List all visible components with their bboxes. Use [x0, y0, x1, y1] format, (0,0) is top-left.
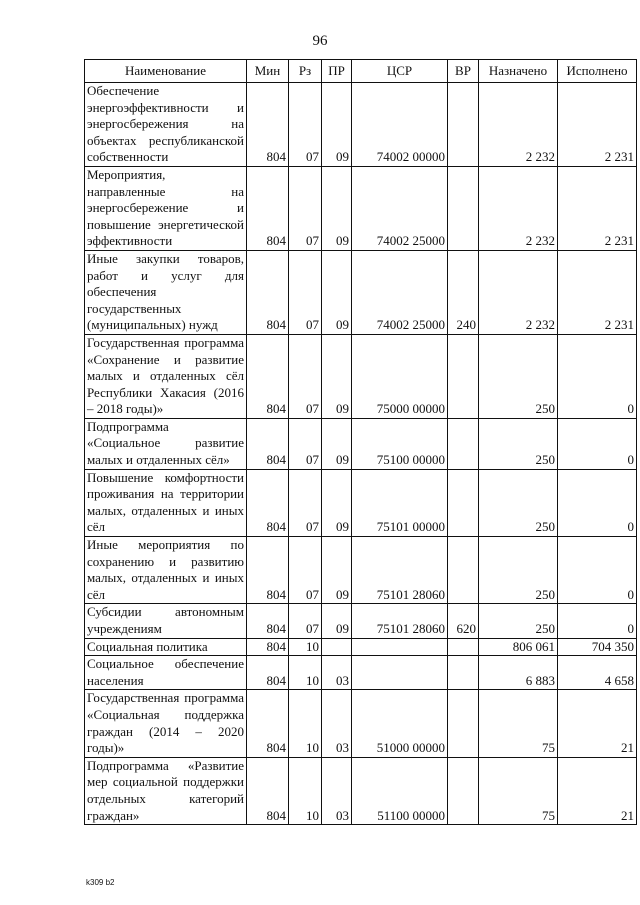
cell-name: Мероприятия, направленные на энергосбережение и повышение энергетической эффективности: [85, 166, 247, 250]
cell-pr: 09: [322, 469, 352, 536]
cell-pr: 09: [322, 537, 352, 604]
cell-assigned: 2 232: [479, 83, 558, 167]
cell-rz: 07: [289, 418, 322, 469]
cell-rz: 10: [289, 690, 322, 757]
cell-pr: 03: [322, 690, 352, 757]
table-row: [85, 690, 637, 757]
table-row: [85, 166, 637, 250]
cell-csr: 74002 00000: [352, 83, 448, 167]
cell-executed: 2 231: [558, 83, 637, 167]
header-assigned: Назначено: [479, 60, 558, 83]
table-row: [85, 83, 637, 167]
table-row: [85, 638, 637, 656]
cell-assigned: 250: [479, 604, 558, 638]
cell-min: 804: [247, 250, 289, 334]
cell-rz: 10: [289, 757, 322, 824]
cell-assigned: 250: [479, 537, 558, 604]
cell-name: Обеспечение энергоэффективности и энергосбережения на объектах республиканской собственности: [85, 83, 247, 167]
cell-executed: 0: [558, 469, 637, 536]
cell-vr: [448, 757, 479, 824]
cell-assigned: 75: [479, 690, 558, 757]
cell-executed: 2 231: [558, 166, 637, 250]
cell-pr: 03: [322, 656, 352, 690]
cell-vr: [448, 638, 479, 656]
cell-name: Государственная программа «Социальная поддержка граждан (2014 – 2020 годы)»: [85, 690, 247, 757]
cell-vr: [448, 334, 479, 418]
cell-executed: 21: [558, 690, 637, 757]
cell-assigned: 2 232: [479, 250, 558, 334]
cell-vr: 240: [448, 250, 479, 334]
table-row: [85, 418, 637, 469]
cell-rz: 07: [289, 537, 322, 604]
cell-min: 804: [247, 334, 289, 418]
cell-assigned: 806 061: [479, 638, 558, 656]
cell-name: Повышение комфортности проживания на территории малых, отдаленных и иных сёл: [85, 469, 247, 536]
header-vr: ВР: [448, 60, 479, 83]
cell-min: 804: [247, 83, 289, 167]
cell-rz: 10: [289, 656, 322, 690]
cell-name: Иные мероприятия по сохранению и развитию малых, отдаленных и иных сёл: [85, 537, 247, 604]
cell-pr: 09: [322, 250, 352, 334]
cell-name: Государственная программа «Сохранение и развитие малых и отдаленных сёл Республики Хакасия (2016 – 2018 годы)»: [85, 334, 247, 418]
cell-rz: 07: [289, 604, 322, 638]
cell-pr: [322, 638, 352, 656]
cell-vr: [448, 418, 479, 469]
budget-table: [84, 59, 637, 825]
cell-csr: 51100 00000: [352, 757, 448, 824]
cell-vr: [448, 690, 479, 757]
cell-assigned: 2 232: [479, 166, 558, 250]
cell-assigned: 250: [479, 469, 558, 536]
cell-min: 804: [247, 537, 289, 604]
header-executed: Исполнено: [558, 60, 637, 83]
table-row: [85, 469, 637, 536]
cell-csr: 74002 25000: [352, 166, 448, 250]
cell-csr: 51000 00000: [352, 690, 448, 757]
cell-name: Субсидии автономным учреждениям: [85, 604, 247, 638]
cell-min: 804: [247, 418, 289, 469]
cell-min: 804: [247, 166, 289, 250]
table-row: [85, 334, 637, 418]
cell-assigned: 250: [479, 418, 558, 469]
table-header-row: [85, 60, 637, 83]
cell-csr: 75101 28060: [352, 537, 448, 604]
cell-name: Подпрограмма «Развитие мер социальной поддержки отдельных категорий граждан»: [85, 757, 247, 824]
cell-rz: 07: [289, 83, 322, 167]
cell-pr: 09: [322, 604, 352, 638]
cell-pr: 09: [322, 334, 352, 418]
cell-vr: [448, 469, 479, 536]
cell-csr: [352, 656, 448, 690]
cell-rz: 07: [289, 334, 322, 418]
table-row: [85, 604, 637, 638]
cell-executed: 0: [558, 537, 637, 604]
cell-rz: 10: [289, 638, 322, 656]
cell-executed: 0: [558, 604, 637, 638]
table-row: [85, 656, 637, 690]
cell-executed: 2 231: [558, 250, 637, 334]
table-row: [85, 537, 637, 604]
cell-csr: 75101 00000: [352, 469, 448, 536]
cell-assigned: 75: [479, 757, 558, 824]
cell-min: 804: [247, 469, 289, 536]
cell-executed: 0: [558, 418, 637, 469]
cell-csr: 74002 25000: [352, 250, 448, 334]
header-rz: Рз: [289, 60, 322, 83]
cell-executed: 704 350: [558, 638, 637, 656]
cell-vr: [448, 656, 479, 690]
header-pr: ПР: [322, 60, 352, 83]
cell-csr: [352, 638, 448, 656]
cell-min: 804: [247, 757, 289, 824]
cell-pr: 09: [322, 418, 352, 469]
cell-csr: 75100 00000: [352, 418, 448, 469]
cell-csr: 75000 00000: [352, 334, 448, 418]
cell-rz: 07: [289, 250, 322, 334]
cell-name: Социальная политика: [85, 638, 247, 656]
cell-rz: 07: [289, 166, 322, 250]
cell-vr: [448, 83, 479, 167]
table-row: [85, 250, 637, 334]
cell-pr: 09: [322, 166, 352, 250]
cell-name: Иные закупки товаров, работ и услуг для обеспечения государственных (муниципальных) нужд: [85, 250, 247, 334]
cell-min: 804: [247, 604, 289, 638]
cell-assigned: 6 883: [479, 656, 558, 690]
cell-min: 804: [247, 638, 289, 656]
page-number: 96: [312, 33, 328, 49]
cell-rz: 07: [289, 469, 322, 536]
cell-vr: [448, 537, 479, 604]
cell-executed: 21: [558, 757, 637, 824]
header-csr: ЦСР: [352, 60, 448, 83]
cell-min: 804: [247, 690, 289, 757]
cell-vr: [448, 166, 479, 250]
header-name: Наименование: [85, 60, 247, 83]
table-row: [85, 757, 637, 824]
cell-min: 804: [247, 656, 289, 690]
cell-name: Социальное обеспечение населения: [85, 656, 247, 690]
header-min: Мин: [247, 60, 289, 83]
footer-code: k309 b2: [86, 878, 115, 887]
cell-executed: 0: [558, 334, 637, 418]
cell-pr: 03: [322, 757, 352, 824]
cell-pr: 09: [322, 83, 352, 167]
cell-assigned: 250: [479, 334, 558, 418]
cell-csr: 75101 28060: [352, 604, 448, 638]
cell-executed: 4 658: [558, 656, 637, 690]
cell-vr: 620: [448, 604, 479, 638]
cell-name: Подпрограмма «Социальное развитие малых и отдаленных сёл»: [85, 418, 247, 469]
